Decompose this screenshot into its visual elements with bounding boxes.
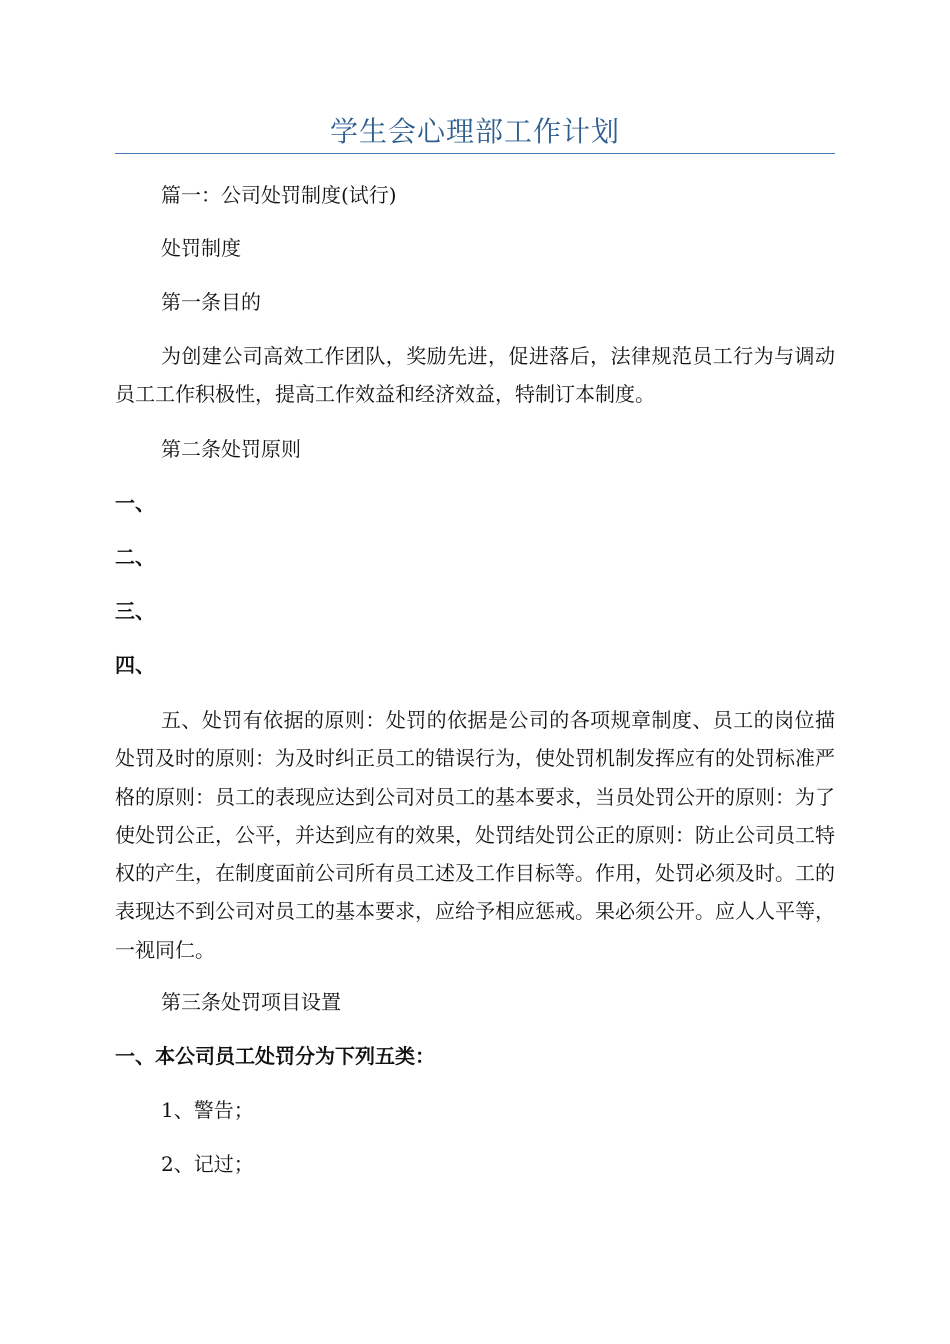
paragraph-section-title: 处罚制度 [161,236,241,260]
document-title: 学生会心理部工作计划 [329,115,620,148]
paragraph-article-2-title: 第二条处罚原则 [161,437,301,461]
paragraph-article-1-body: 为创建公司高效工作团队，奖励先进，促进落后，法律规范员工行为与调动员工工作积极性，提高工作效益和经济效益，特制订本制度。 [115,344,835,407]
list-item-one: 一、 [115,491,155,515]
paragraph-article-1-title: 第一条目的 [161,290,261,314]
list-item-three: 三、 [115,599,155,623]
list-item-four: 四、 [115,653,155,677]
paragraph-article-3-title: 第三条处罚项目设置 [161,990,341,1014]
list-item-warning: 1、警告； [161,1098,254,1122]
paragraph-heading-article-one: 篇一：公司处罚制度(试行) [161,183,397,207]
list-item-demerit: 2、记过； [161,1152,254,1176]
paragraph-principles-body: 五、处罚有依据的原则：处罚的依据是公司的各项规章制度、员工的岗位描处罚及时的原则：为及时纠正员工的错误行为，使处罚机制发挥应有的处罚标准严格的原则：员工的表现应达到公司对员工的基本要求，当员处罚公开的原则：为了使处罚公正，公平，并达到应有的效果，处罚结处罚公正的原则：防止公司员工特权的产生，在制度面前公司所有员工述及工作目标等。作用，处罚必须及时。工的表现达不到公司对员工的基本要求，应给予相应惩戒。果必须公开。应人人平等，一视同仁。 [115,708,835,962]
title-underline [115,153,835,154]
paragraph-penalty-categories: 一、本公司员工处罚分为下列五类： [115,1044,435,1068]
list-item-two: 二、 [115,545,155,569]
